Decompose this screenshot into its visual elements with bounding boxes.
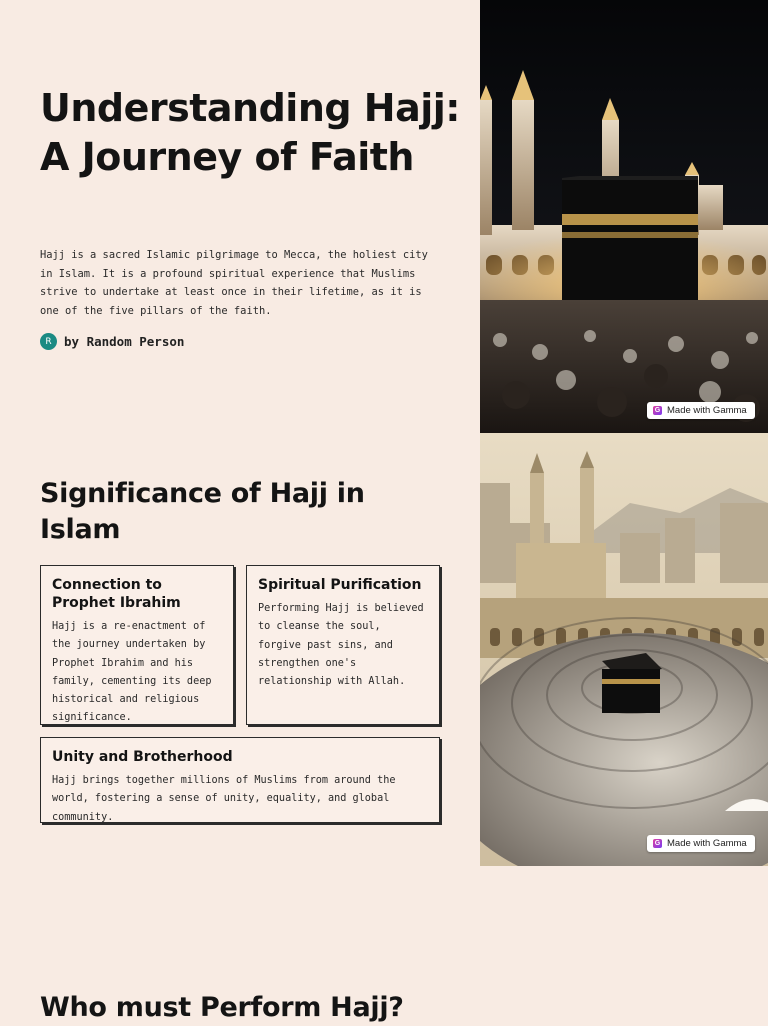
card-body: Hajj is a re-enactment of the journey undertaken by Prophet Ibrahim and his family, cementing its deep historical and religious significance. [52,621,212,724]
author-name: by Random Person [64,334,185,349]
kaaba-night-photo [480,0,768,433]
gamma-logo-icon: G [654,407,661,414]
made-with-gamma-badge[interactable] [647,835,755,852]
haram-aerial-photo [480,433,768,866]
badge-label: Made with Gamma [667,405,747,416]
badge-label: Made with Gamma [667,838,747,849]
made-with-gamma-badge[interactable] [647,402,755,419]
intro-paragraph: Hajj is a sacred Islamic pilgrimage to Mecca, the holiest city in Islam. It is a profound spiritual experience that Muslims strive to undertake at least once in their lifetime, as it is one of the five pillars of the faith. [40,249,428,317]
page-title: Understanding Hajj: A Journey of Faith [40,86,461,179]
section-heading-who-must-perform: Who must Perform Hajj? [40,992,404,1023]
avatar: R [40,333,57,350]
card-unity-brotherhood [40,737,440,823]
author-byline [40,333,184,350]
card-body: Hajj brings together millions of Muslims from around the world, fostering a sense of unity, equality, and global community. [52,775,396,823]
card-spiritual-purification [246,565,440,725]
card-body: Performing Hajj is believed to cleanse the soul, forgive past sins, and strengthen one's relationship with Allah. [258,603,424,688]
card-connection-ibrahim [40,565,234,725]
section-heading-significance: Significance of Hajj in Islam [40,478,365,545]
gamma-logo-icon: G [654,840,661,847]
card-title: Unity and Brotherhood [52,749,233,765]
card-title: Connection to Prophet Ibrahim [52,577,181,611]
card-title: Spiritual Purification [258,577,422,593]
